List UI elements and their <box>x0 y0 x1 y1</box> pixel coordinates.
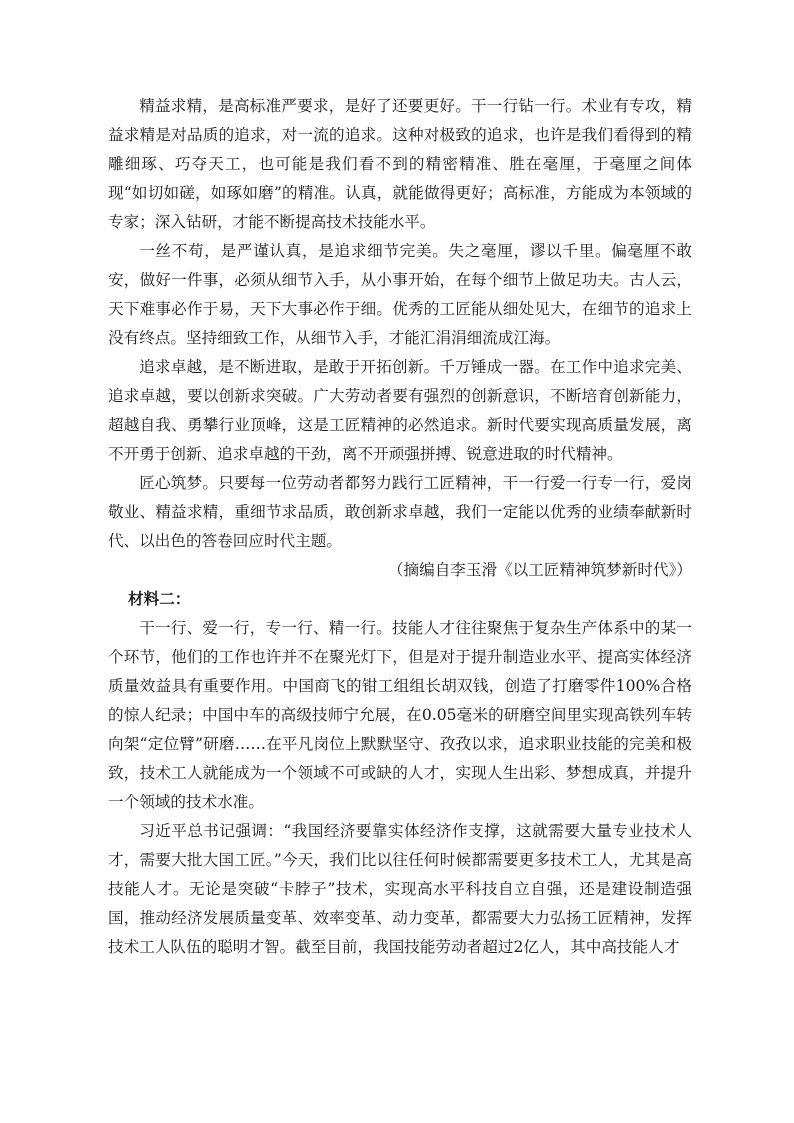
material-one-paragraph-3: 追求卓越，是不断进取，是敢于开拓创新。千万锤成一器。在工作中追求完美、追求卓越，要以创新求突破。广大劳动者要有强烈的创新意识，不断培育创新能力，超越自我、勇攀行业顶峰，这是工匠精神的必然追求。新时代要实现高质量发展，离不开勇于创新、追求卓越的干劲，离不开顽强拼搏、锐意进取的时代精神。 <box>108 358 692 463</box>
material-one-paragraph-4: 匠心筑梦。只要每一位劳动者都努力践行工匠精神，干一行爱一行专一行，爱岗敬业、精益求精，重细节求品质，敢创新求卓越，我们一定能以优秀的业绩奉献新时代、以出色的答卷回应时代主题。 <box>108 474 692 550</box>
document-body <box>108 92 692 962</box>
material-one-paragraph-2: 一丝不苟，是严谨认真，是追求细节完美。失之毫厘，谬以千里。偏毫厘不敢安，做好一件事，必须从细节入手，从小事开始，在每个细节上做足功夫。古人云，天下难事必作于易，天下大事必作于细。优秀的工匠能从细处见大，在细节的追求上没有终点。坚持细致工作，从细节入手，才能汇涓涓细流成江海。 <box>108 242 692 347</box>
material-two-heading: 材料二： <box>128 590 191 608</box>
material-two-paragraph-1: 干一行、爱一行，专一行、精一行。技能人才往往聚焦于复杂生产体系中的某一个环节，他们的工作也许并不在聚光灯下，但是对于提升制造业水平、提高实体经济质量效益具有重要作用。中国商飞的钳工组组长胡双钱，创造了打磨零件100%合格的惊人纪录；中国中车的高级技师宁允展，在0.05毫米的研磨空间里实现高铁列车转向架“定位臂”研磨……在平凡岗位上默默坚守、孜孜以求，追求职业技能的完美和极致，技术工人就能成为一个领域不可或缺的人才，实现人生出彩、梦想成真，并提升一个领域的技术水准。 <box>108 619 692 811</box>
material-one-paragraph-1: 精益求精，是高标准严要求，是好了还要更好。干一行钻一行。术业有专攻，精益求精是对品质的追求，对一流的追求。这种对极致的追求，也许是我们看得到的精雕细琢、巧夺天工，也可能是我们看不到的精密精准、胜在毫厘，于毫厘之间体现“如切如磋，如琢如磨”的精准。认真，就能做得更好；高标准，方能成为本领域的专家；深入钻研，才能不断提高技术技能水平。 <box>108 97 692 231</box>
material-one-source: （摘编自李玉滑《以工匠精神筑梦新时代》） <box>387 561 692 579</box>
material-two-paragraph-2: 习近平总书记强调：“我国经济要靠实体经济作支撑，这就需要大量专业技术人才，需要大批大国工匠。”今天，我们比以往任何时候都需要更多技术工人，尤其是高技能人才。无论是突破“卡脖子”技术，实现高水平科技自立自强，还是建设制造强国，推动经济发展质量变革、效率变革、动力变革，都需要大力弘扬工匠精神，发挥技术工人队伍的聪明才智。截至目前，我国技能劳动者超过2亿人，其中高技能人才 <box>108 822 692 956</box>
